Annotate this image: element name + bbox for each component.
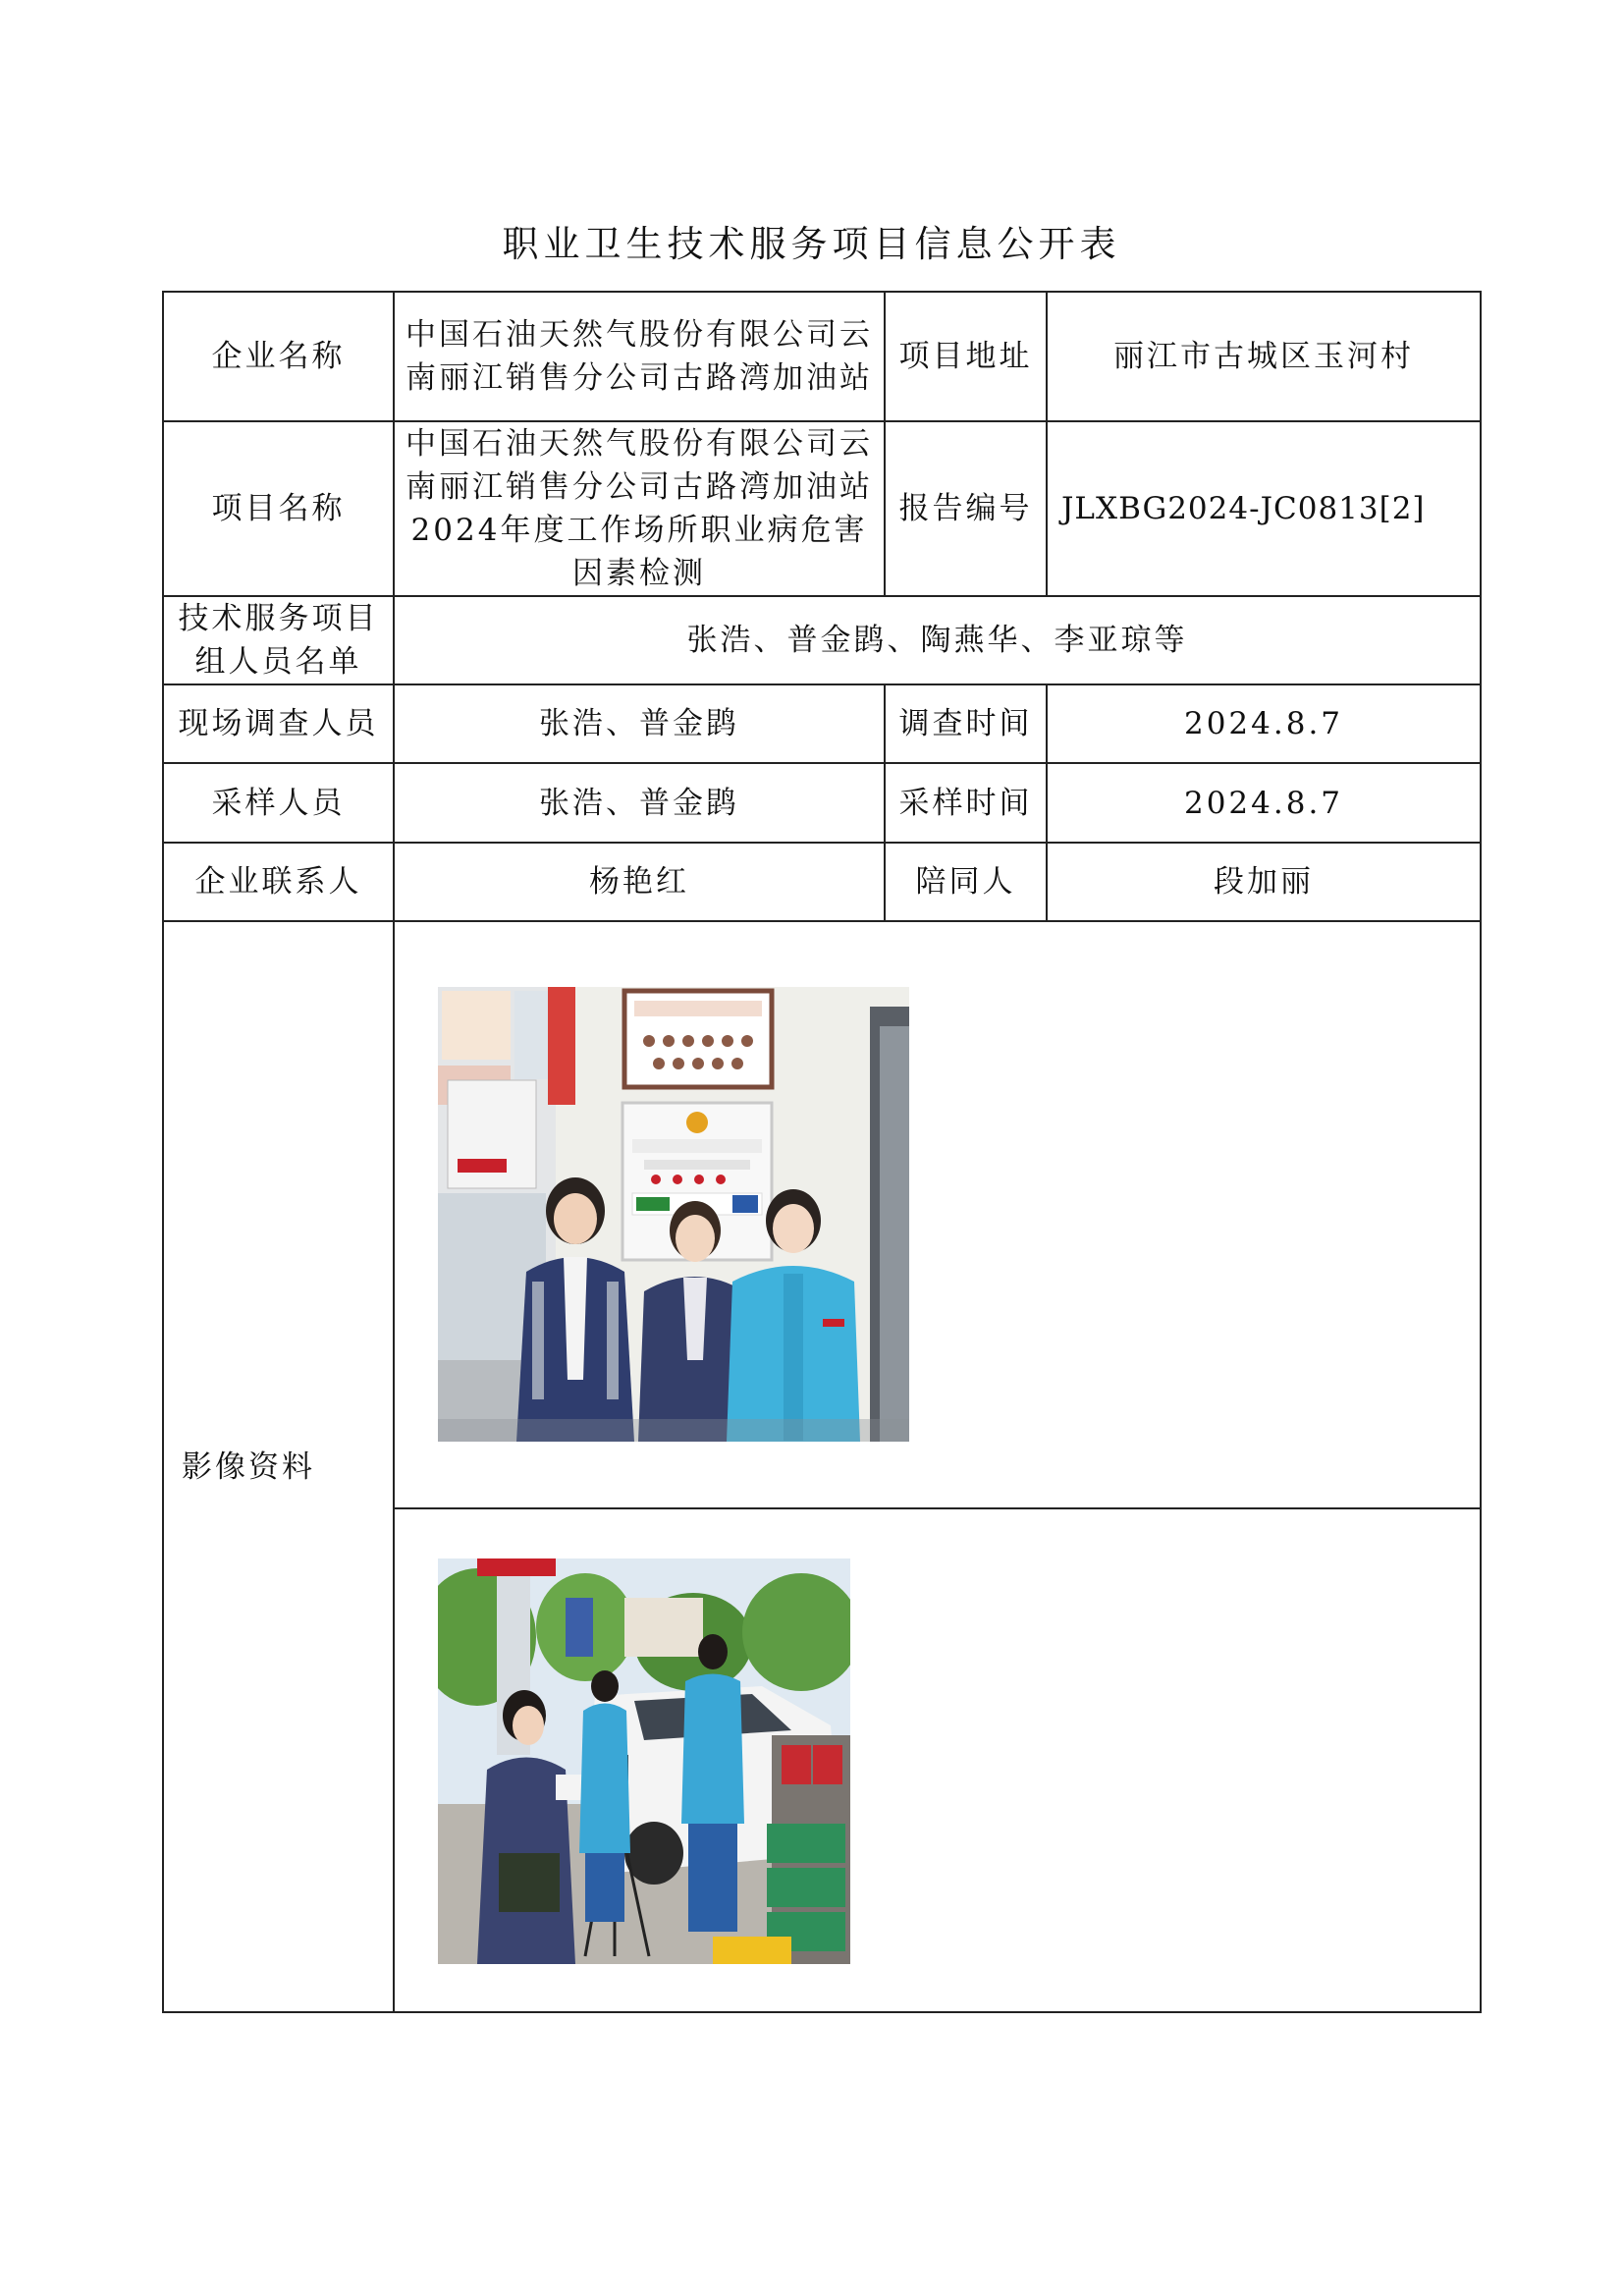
companion-value: 段加丽 [1047, 843, 1481, 921]
project-value: 中国石油天然气股份有限公司云南丽江销售分公司古路湾加油站2024年度工作场所职业病危害因素检测 [394, 421, 885, 596]
sampling-time-value: 2024.8.7 [1047, 763, 1481, 843]
table-row [163, 292, 1481, 421]
table-row [163, 843, 1481, 921]
contact-label: 企业联系人 [163, 843, 394, 921]
sampling-label: 采样人员 [163, 763, 394, 843]
table-row [163, 596, 1481, 684]
team-label: 技术服务项目组人员名单 [163, 596, 394, 684]
address-value: 丽江市古城区玉河村 [1047, 292, 1481, 421]
company-value: 中国石油天然气股份有限公司云南丽江销售分公司古路湾加油站 [394, 292, 885, 421]
table-row [163, 684, 1481, 763]
page-title: 职业卫生技术服务项目信息公开表 [502, 223, 1121, 265]
report-label: 报告编号 [885, 421, 1047, 596]
photo-sampling-scene [438, 1558, 850, 1964]
project-label: 项目名称 [163, 421, 394, 596]
survey-time-label: 调查时间 [885, 684, 1047, 763]
images-label: 影像资料 [163, 921, 394, 2012]
survey-time-value: 2024.8.7 [1047, 684, 1481, 763]
photo-cell-1 [394, 921, 1481, 1508]
table-row [163, 921, 1481, 1508]
table-row [163, 763, 1481, 843]
sampling-value: 张浩、普金鹍 [394, 763, 885, 843]
photo-staff-group [438, 987, 909, 1442]
team-value: 张浩、普金鹍、陶燕华、李亚琼等 [394, 596, 1481, 684]
survey-label: 现场调查人员 [163, 684, 394, 763]
table-row [163, 421, 1481, 596]
contact-value: 杨艳红 [394, 843, 885, 921]
photo-cell-2 [394, 1508, 1481, 2012]
companion-label: 陪同人 [885, 843, 1047, 921]
survey-value: 张浩、普金鹍 [394, 684, 885, 763]
report-value: JLXBG2024-JC0813[2] [1047, 421, 1481, 596]
info-table [162, 291, 1482, 2013]
company-label: 企业名称 [163, 292, 394, 421]
sampling-time-label: 采样时间 [885, 763, 1047, 843]
address-label: 项目地址 [885, 292, 1047, 421]
